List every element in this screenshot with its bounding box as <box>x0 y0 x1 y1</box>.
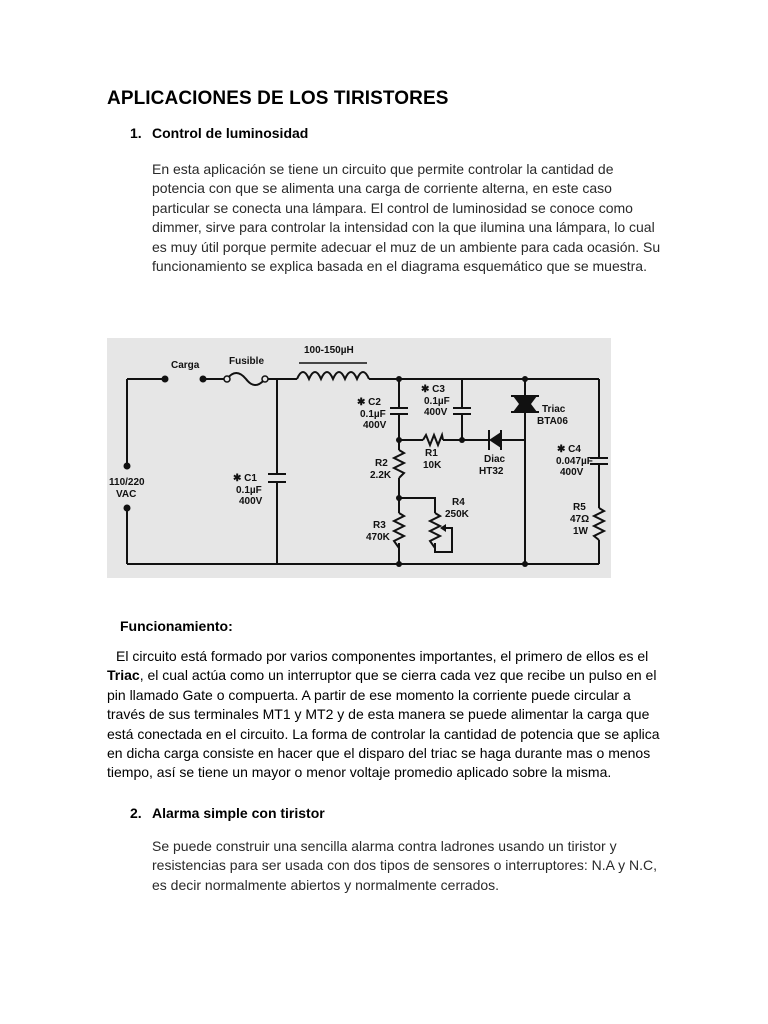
funcionamiento-heading: Funcionamiento: <box>120 618 233 634</box>
label-r1-name: R1 <box>425 448 438 459</box>
label-r5-value: 47Ω <box>570 514 590 525</box>
label-triac-part: BTA06 <box>537 416 568 427</box>
section-1-title: Control de luminosidad <box>152 125 309 141</box>
label-c2-voltage: 400V <box>363 420 387 431</box>
funcionamiento-text-before: El circuito está formado por varios componentes importantes, el primero de ellos es el <box>116 648 649 664</box>
label-c2-value: 0.1µF <box>360 409 386 420</box>
section-1-number: 1. <box>130 125 142 141</box>
section-1-paragraph: En esta aplicación se tiene un circuito que permite controlar la cantidad de potencia con que se alimenta una carga de corriente alterna, en este caso particular se conecta una lámpara. El control de luminosidad se conoce como dimmer, sirve para controlar la intensidad con la que ilumina una lámpara, lo cual es muy útil porque permite adecuar el muz de un ambiente para cada ocasión. Su funcionamiento se explica basada en el diagrama esquemático que se muestra. <box>152 161 661 275</box>
section-1-heading <box>130 125 308 141</box>
label-c3-value: 0.1µF <box>424 396 450 407</box>
label-c4-name: ✱ C4 <box>557 444 581 455</box>
label-r3-name: R3 <box>373 520 386 531</box>
label-r5-watt: 1W <box>573 526 588 537</box>
label-c1-voltage: 400V <box>239 496 263 507</box>
label-fusible: Fusible <box>229 356 265 367</box>
label-triac-name: Triac <box>542 404 566 415</box>
section-2-paragraph: Se puede construir una sencilla alarma contra ladrones usando un tiristor y resistencias para ser usada con dos tipos de sensores o interruptores: N.A y N.C, es decir normalmente abiertos y normalmente cerrados. <box>152 838 658 893</box>
label-source-voltage: 110/220 <box>109 477 145 488</box>
label-r1-value: 10K <box>423 460 442 471</box>
label-r5-name: R5 <box>573 502 586 513</box>
label-diac-part: HT32 <box>479 466 504 477</box>
label-c3-name: ✱ C3 <box>421 384 445 395</box>
label-source-unit: VAC <box>116 489 137 500</box>
label-diac-name: Diac <box>484 454 506 465</box>
label-r4-name: R4 <box>452 497 465 508</box>
circuit-diagram <box>107 338 611 578</box>
section-2-number: 2. <box>130 805 142 821</box>
triac-bold-word: Triac <box>107 667 140 684</box>
label-c4-voltage: 400V <box>560 467 584 478</box>
label-inductor: 100-150µH <box>304 345 354 356</box>
label-carga: Carga <box>171 360 200 371</box>
label-c3-voltage: 400V <box>424 407 448 418</box>
label-r3-value: 470K <box>366 532 390 543</box>
label-c1-name: ✱ C1 <box>233 473 257 484</box>
label-c1-value: 0.1µF <box>236 485 262 496</box>
section-2-title: Alarma simple con tiristor <box>152 805 325 821</box>
label-c2-name: ✱ C2 <box>357 397 381 408</box>
label-c4-value: 0.047µF <box>556 456 593 467</box>
section-2-heading <box>130 805 325 821</box>
label-r4-value: 250K <box>445 509 469 520</box>
page-title: APLICACIONES DE LOS TIRISTORES <box>107 88 449 109</box>
label-r2-name: R2 <box>375 458 388 469</box>
funcionamiento-paragraph <box>107 647 662 783</box>
funcionamiento-text-after: , el cual actúa como un interruptor que se cierra cada vez que recibe un pulso en el pin llamado Gate o compuerta. A partir de ese momento la corriente puede circular a través de sus terminales MT1 y MT2 y de esta manera se puede alimentar la carga que está conectada en el circuito. La forma de controlar la cantidad de potencia que se aplica en dicha carga consiste en hacer que el disparo del triac se haga durante mas o menos tiempo, así se tiene un mayor o menor voltaje promedio aplicado sobre la misma. <box>107 667 660 781</box>
dimmer-schematic <box>107 338 611 578</box>
label-r2-value: 2.2K <box>370 470 392 481</box>
